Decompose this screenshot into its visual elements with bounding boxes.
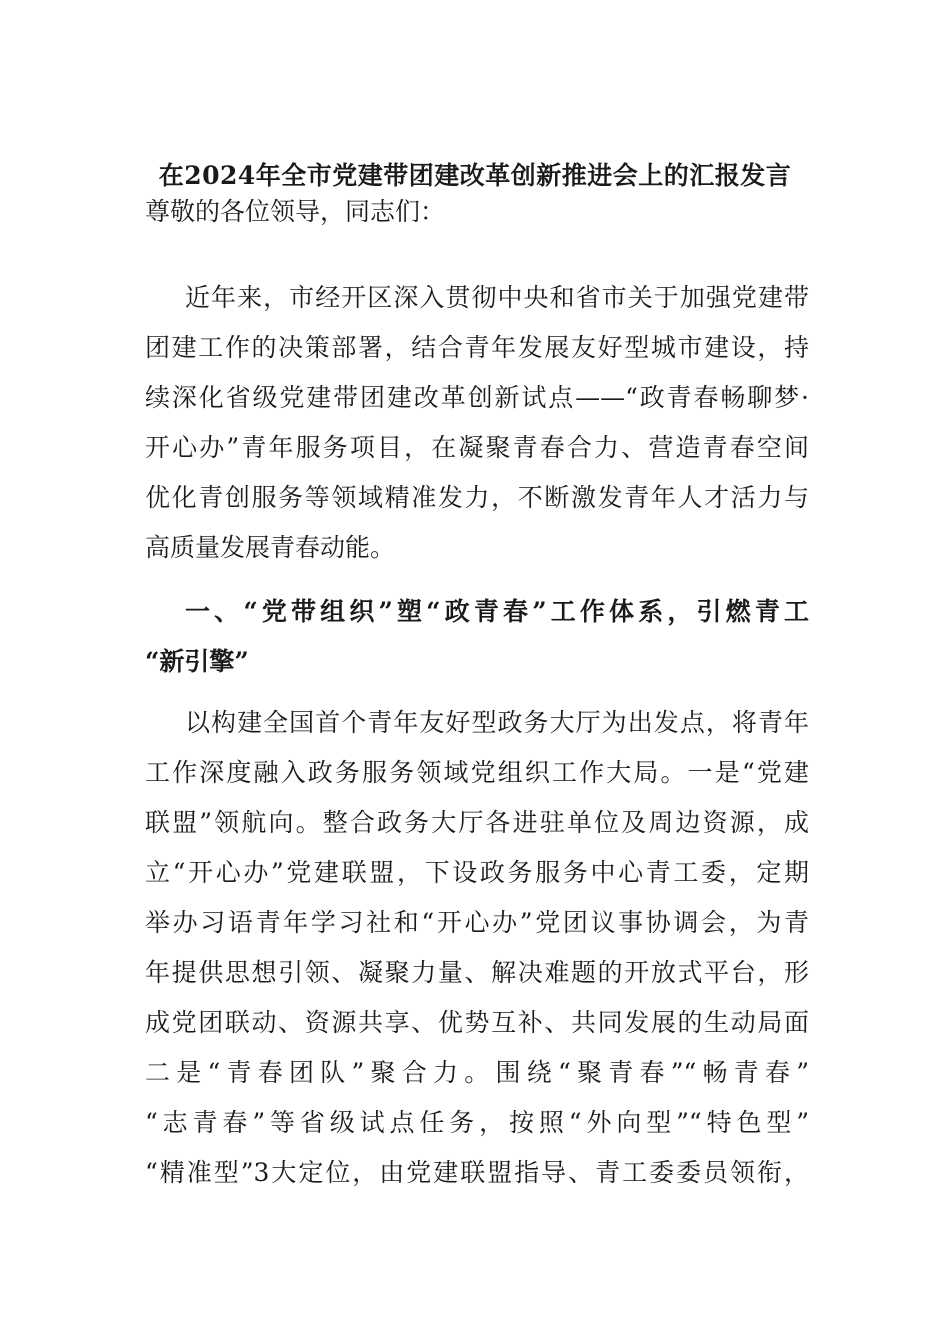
- intro-line: 团建工作的决策部署，结合青年发展友好型城市建设，持: [145, 333, 809, 362]
- salutation: 尊敬的各位领导，同志们：: [145, 197, 446, 226]
- body-line: 工作深度融入政务服务领域党组织工作大局。一是“党建: [145, 758, 809, 787]
- section-heading: “新引擎”: [145, 647, 249, 676]
- body-line: 成党团联动、资源共享、优势互补、共同发展的生动局面: [145, 1008, 809, 1037]
- body-line: 举办习语青年学习社和“开心办”党团议事协调会，为青: [145, 908, 809, 937]
- body-line: “精准型”3大定位，由党建联盟指导、青工委委员领衔，: [145, 1158, 809, 1187]
- section-heading: 一、“党带组织”塑“政青春”工作体系，引燃青工: [185, 597, 809, 626]
- intro-line: 续深化省级党建带团建改革创新试点——“政青春畅聊梦·: [145, 383, 809, 412]
- document-title: 在2024年全市党建带团建改革创新推进会上的汇报发言: [158, 161, 792, 190]
- body-line: 二是“青春团队”聚合力。围绕“聚青春”“畅青春”: [145, 1058, 809, 1087]
- body-line: “志青春”等省级试点任务，按照“外向型”“特色型”: [145, 1108, 809, 1137]
- body-line: 立“开心办”党建联盟，下设政务服务中心青工委，定期: [145, 858, 809, 887]
- body-line: 以构建全国首个青年友好型政务大厅为出发点，将青年: [185, 708, 809, 737]
- body-line: 联盟”领航向。整合政务大厅各进驻单位及周边资源，成: [145, 808, 809, 837]
- body-line: 年提供思想引领、凝聚力量、解决难题的开放式平台，形: [145, 958, 809, 987]
- intro-line: 开心办”青年服务项目，在凝聚青春合力、营造青春空间: [145, 433, 809, 462]
- intro-line: 高质量发展青春动能。: [145, 533, 396, 562]
- intro-line: 优化青创服务等领域精准发力，不断激发青年人才活力与: [145, 483, 809, 512]
- intro-line: 近年来，市经开区深入贯彻中央和省市关于加强党建带: [185, 283, 809, 312]
